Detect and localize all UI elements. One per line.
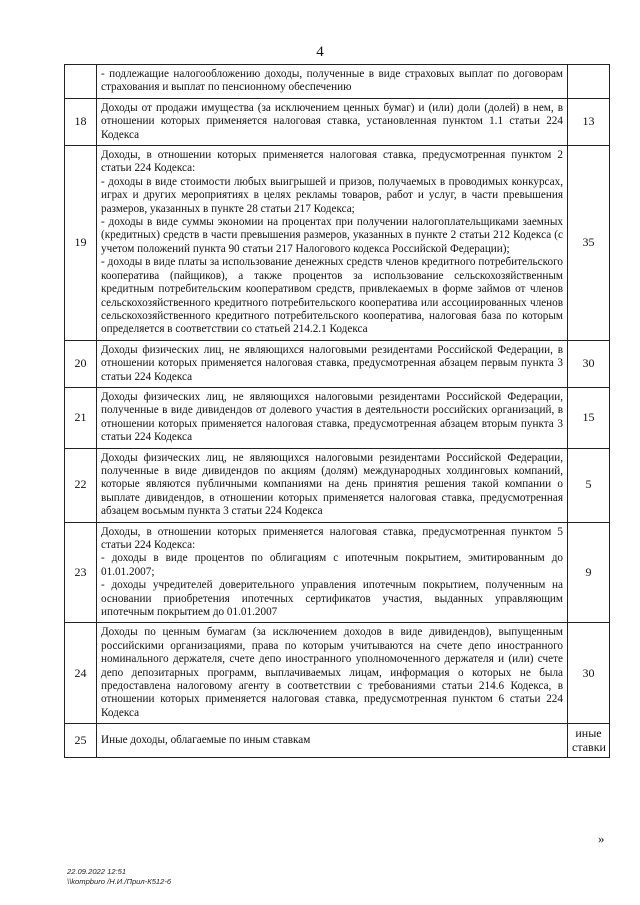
document-footer xyxy=(67,867,171,887)
description-paragraph: - доходы в виде стоимости любых выигрышей и призов, получаемых в проводимых конкурсах, играх и других мероприятиях в целях рекламы товаров, работ и услуг, в части превышения размеров, указанных в пункте 28 статьи 217 Кодекса; xyxy=(101,175,563,215)
tax-rate: 35 xyxy=(568,146,610,341)
footer-timestamp: 22.09.2022 12:51 xyxy=(67,867,127,876)
tax-rate: 30 xyxy=(568,623,610,724)
row-number: 18 xyxy=(65,98,97,145)
table-row xyxy=(65,98,610,145)
row-number: 21 xyxy=(65,387,97,448)
table-row xyxy=(65,387,610,448)
page-number: 4 xyxy=(316,44,324,60)
description-paragraph: Доходы, в отношении которых применяется налоговая ставка, предусмотренная пунктом 5 статьи 224 Кодекса: xyxy=(101,525,563,551)
row-number: 19 xyxy=(65,146,97,341)
table-row xyxy=(65,340,610,387)
description-paragraph: - доходы учредителей доверительного управления ипотечным покрытием, полученным на основании приобретения ипотечных сертификатов участия, выданных управляющим ипотечным покрытием до 01.01.2007 xyxy=(101,579,563,619)
tax-rate: иные ставки xyxy=(568,724,610,758)
tax-rate: 9 xyxy=(568,522,610,623)
table-row xyxy=(65,146,610,341)
description-paragraph: Доходы физических лиц, не являющихся налоговыми резидентами Российской Федерации, в отношении которых применяется налоговая ставка, предусмотренная абзацем первым пункта 3 статьи 224 Кодекса xyxy=(101,343,563,383)
description-paragraph: - доходы в виде платы за использование денежных средств членов кредитного потребительского кооператива (пайщиков), а также процентов за использование сельскохозяйственным кредитным потребительским кооперативом средств, привлекаемых в форме займов от членов сельскохозяйственного кредитного потребительского кооператива или ассоциированных членов сельскохозяйственного кредитного потребительского кооператива, налоговая база по которым определяется в соответствии со статьей 214.2.1 Кодекса xyxy=(101,256,563,336)
tax-rate: 13 xyxy=(568,98,610,145)
tax-rate: 30 xyxy=(568,340,610,387)
tax-rate xyxy=(568,65,610,99)
row-number: 20 xyxy=(65,340,97,387)
description-paragraph: Доходы физических лиц, не являющихся налоговыми резидентами Российской Федерации, полученные в виде дивидендов по акциям (долям) международных холдинговых компаний, которые являются публичными компаниями на день принятия решения такой компании о выплате дивидендов, в отношении которых применяется налоговая ставка, предусмотренная абзацем восьмым пункта 3 статьи 224 Кодекса xyxy=(101,451,563,518)
description-paragraph: Доходы от продажи имущества (за исключением ценных бумаг) и (или) доли (долей) в нем, в отношении которых применяется налоговая ставка, установленная пунктом 1.1 статьи 224 Кодекса xyxy=(101,101,563,141)
table-row xyxy=(65,65,610,99)
footer-file-path: \\kompburo /Н.И./Прил-К512-6 xyxy=(67,877,172,886)
income-description xyxy=(97,448,568,522)
income-description xyxy=(97,623,568,724)
income-description xyxy=(97,724,568,758)
income-description xyxy=(97,98,568,145)
income-description xyxy=(97,65,568,99)
row-number: 24 xyxy=(65,623,97,724)
income-description xyxy=(97,522,568,623)
description-paragraph: Доходы физических лиц, не являющихся налоговыми резидентами Российской Федерации, полученные в виде дивидендов от долевого участия в деятельности российских организаций, в отношении которых применяется налоговая ставка, предусмотренная абзацем вторым пункта 3 статьи 224 Кодекса xyxy=(101,390,563,444)
income-description xyxy=(97,146,568,341)
income-description xyxy=(97,387,568,448)
table-row xyxy=(65,448,610,522)
description-paragraph: - доходы в виде суммы экономии на процентах при получении налогоплательщиками заемных (кредитных) средств в части превышения размеров, указанных в пункте 2 статьи 212 Кодекса (с учетом положений пункта 90 статьи 217 Налогового кодекса Российской Федерации); xyxy=(101,216,563,255)
row-number: 25 xyxy=(65,724,97,758)
description-paragraph: Иные доходы, облагаемые по иным ставкам xyxy=(101,733,311,746)
description-paragraph: - доходы в виде процентов по облигациям с ипотечным покрытием, эмитированным до 01.01.2007; xyxy=(101,552,563,578)
description-paragraph: Доходы по ценным бумагам (за исключением доходов в виде дивидендов), выпущенным российскими организациями, права по которым учитываются на счете депо иностранного номинального держателя, счете депо иностранного уполномоченного держателя и (или) счете депо депозитарных программ, выплачиваемых лицам, информация о которых не была предоставлена налоговому агенту в соответствии с требованиями статьи 214.6 Кодекса, в отношении которых применяется налоговая ставка, предусмотренная пунктом 6 статьи 224 Кодекса xyxy=(101,626,563,719)
closing-quote: » xyxy=(598,831,605,846)
table-row xyxy=(65,623,610,724)
table-row xyxy=(65,522,610,623)
row-number: 22 xyxy=(65,448,97,522)
tax-rate: 5 xyxy=(568,448,610,522)
tax-rate: 15 xyxy=(568,387,610,448)
description-paragraph: - подлежащие налогообложению доходы, полученные в виде страховых выплат по договорам страхования и выплат по пенсионному обеспечению xyxy=(101,68,563,94)
table-body xyxy=(65,65,610,758)
table-row xyxy=(65,724,610,758)
income-description xyxy=(97,340,568,387)
row-number: 23 xyxy=(65,522,97,623)
row-number xyxy=(65,65,97,99)
description-paragraph: Доходы, в отношении которых применяется налоговая ставка, предусмотренная пунктом 2 статьи 224 Кодекса: xyxy=(101,149,563,175)
tax-rates-table xyxy=(64,64,610,758)
